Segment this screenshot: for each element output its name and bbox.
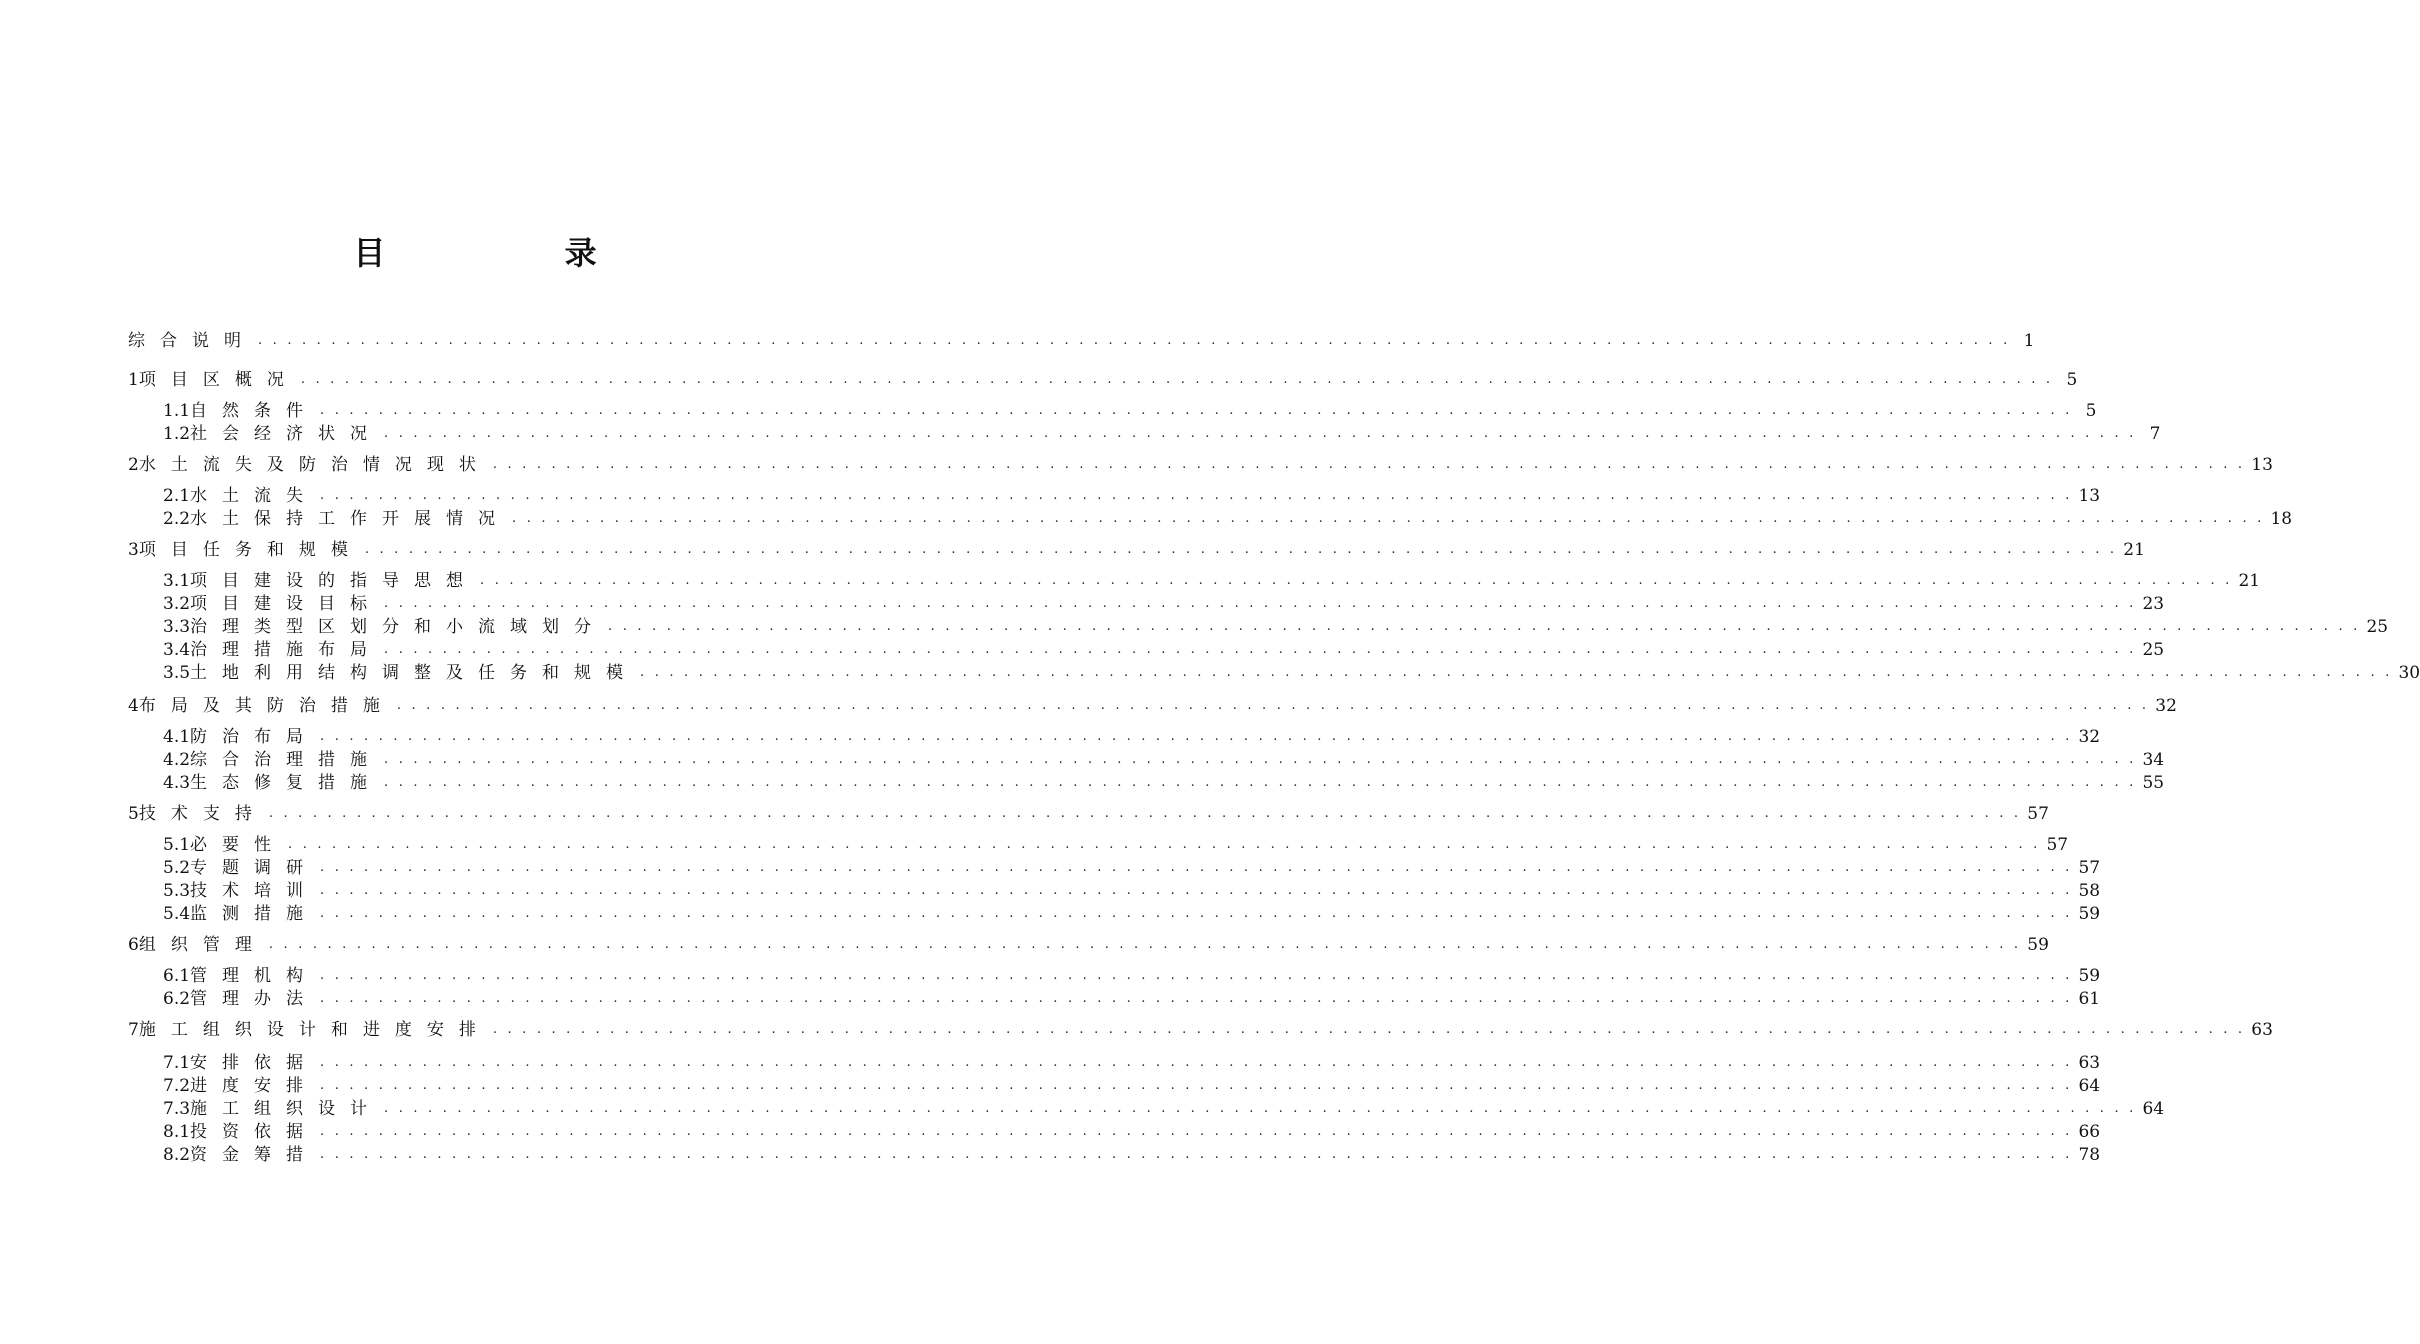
toc-entry[interactable]	[163, 1052, 2101, 1074]
toc-entry-number: 1	[128, 370, 139, 390]
dot-leader: . . . . . . . . . . . . . . . . . . . . . . . . . . . . . . . . . . . . . . . . . . . . . . . . . . . . . . . . . . . . . . . . . . . . . . . . . . . . . . . . . . . . . . . . . . . . . . . . . . . . . . . . . . . . . . . . . . . . . . . .	[512, 511, 2265, 526]
toc-entry-number: 6	[128, 935, 139, 955]
toc-entry-page: 21	[2238, 571, 2261, 591]
toc-entry-label: 管理机构	[190, 966, 319, 986]
toc-entry[interactable]	[163, 726, 2101, 748]
toc-entry-number: 2	[128, 455, 139, 475]
toc-entry-page: 57	[2027, 804, 2049, 824]
toc-entry[interactable]	[163, 988, 2101, 1010]
dot-leader: . . . . . . . . . . . . . . . . . . . . . . . . . . . . . . . . . . . . . . . . . . . . . . . . . . . . . . . . . . . . . . . . . . . . . . . . . . . . . . . . . . . . . . . . . . . . . . . . . . . . . . . . . . . . . . . . . . . . . . . .	[384, 426, 2137, 441]
toc-entry-page: 59	[2078, 904, 2101, 924]
dot-leader: . . . . . . . . . . . . . . . . . . . . . . . . . . . . . . . . . . . . . . . . . . . . . . . . . . . . . . . . . . . . . . . . . . . . . . . . . . . . . . . . . . . . . . . . . . . . . . . . . . . . . . . . . . . . . . . . . . . . . . . .	[320, 1124, 2073, 1139]
toc-entry-number: 8.2	[163, 1145, 191, 1165]
toc-entry-label: 技术培训	[190, 881, 319, 901]
toc-entry[interactable]	[163, 508, 2293, 530]
toc-entry-number: 7.1	[163, 1053, 191, 1073]
dot-leader: . . . . . . . . . . . . . . . . . . . . . . . . . . . . . . . . . . . . . . . . . . . . . . . . . . . . . . . . . . . . . . . . . . . . . . . . . . . . . . . . . . . . . . . . . . . . . . . . . . . . . . . . . . . . . . . . . . . . . . . .	[320, 1147, 2073, 1162]
toc-entry-label: 项目区概况	[138, 370, 299, 390]
toc-entry-number: 3.4	[163, 640, 191, 660]
toc-entry[interactable]	[163, 1075, 2101, 1097]
toc-entry-label: 综合治理措施	[190, 750, 383, 770]
dot-leader: . . . . . . . . . . . . . . . . . . . . . . . . . . . . . . . . . . . . . . . . . . . . . . . . . . . . . . . . . . . . . . . . . . . . . . . . . . . . . . . . . . . . . . . . . . . . . . . . . . . . . . . . . . . . . . . . . . . . . . . .	[640, 665, 2393, 680]
toc-entry[interactable]	[128, 539, 2145, 561]
toc-entry-page: 59	[2027, 935, 2049, 955]
toc-entry[interactable]	[163, 570, 2261, 592]
dot-leader: . . . . . . . . . . . . . . . . . . . . . . . . . . . . . . . . . . . . . . . . . . . . . . . . . . . . . . . . . . . . . . . . . . . . . . . . . . . . . . . . . . . . . . . . . . . . . . . . . . . . . . . . . . . . . . . . . . . . . . . .	[384, 1101, 2137, 1116]
toc-entry-number: 6.1	[163, 966, 191, 986]
toc-entry-page: 25	[2366, 617, 2389, 637]
toc-entry-number: 3.3	[163, 617, 191, 637]
toc-entry-number: 5	[128, 804, 139, 824]
dot-leader: . . . . . . . . . . . . . . . . . . . . . . . . . . . . . . . . . . . . . . . . . . . . . . . . . . . . . . . . . . . . . . . . . . . . . . . . . . . . . . . . . . . . . . . . . . . . . . . . . . . . . . . . . . . . . . . . . . . . . . . .	[608, 619, 2361, 634]
toc-entry-page: 18	[2270, 509, 2293, 529]
toc-entry-page: 13	[2251, 455, 2273, 475]
toc-entry[interactable]	[163, 772, 2165, 794]
toc-entry-label: 土地利用结构调整及任务和规模	[190, 663, 639, 683]
toc-entry-page: 63	[2251, 1020, 2273, 1040]
toc-entry-label: 治理类型区划分和小流域划分	[190, 617, 607, 637]
toc-entry-label: 施工组织设计和进度安排	[138, 1020, 491, 1040]
toc-entry-number: 7.2	[163, 1076, 191, 1096]
dot-leader: . . . . . . . . . . . . . . . . . . . . . . . . . . . . . . . . . . . . . . . . . . . . . . . . . . . . . . . . . . . . . . . . . . . . . . . . . . . . . . . . . . . . . . . . . . . . . . . . . . . . . . . . . . . . . . . . . . . . . . . .	[320, 1055, 2073, 1070]
toc-entry-label: 进度安排	[190, 1076, 319, 1096]
toc-entry-page: 57	[2046, 835, 2069, 855]
toc-entry-label: 项目建设的指导思想	[190, 571, 479, 591]
toc-entry[interactable]	[163, 485, 2101, 507]
toc-entry-page: 66	[2078, 1122, 2101, 1142]
toc-entry-number: 6.2	[163, 989, 191, 1009]
toc-entry-label: 综合说明	[128, 331, 256, 351]
toc-entry[interactable]	[163, 639, 2165, 661]
toc-entry-page: 7	[2149, 424, 2161, 444]
toc-entry[interactable]	[163, 749, 2165, 771]
toc-entry[interactable]	[163, 423, 2161, 445]
toc-entry-page: 32	[2078, 727, 2101, 747]
dot-leader: . . . . . . . . . . . . . . . . . . . . . . . . . . . . . . . . . . . . . . . . . . . . . . . . . . . . . . . . . . . . . . . . . . . . . . . . . . . . . . . . . . . . . . . . . . . . . . . . . . . . . . . . . . . . . . . . . . . . . . . .	[396, 698, 2150, 713]
toc-entry-number: 3.2	[163, 594, 191, 614]
toc-entry-label: 必要性	[190, 835, 287, 855]
toc-entry-number: 1.2	[163, 424, 191, 444]
toc-entry-page: 58	[2078, 881, 2101, 901]
toc-entry[interactable]	[163, 1121, 2101, 1143]
toc-entry-number: 7	[128, 1020, 139, 1040]
toc-entry-number: 5.1	[163, 835, 191, 855]
dot-leader: . . . . . . . . . . . . . . . . . . . . . . . . . . . . . . . . . . . . . . . . . . . . . . . . . . . . . . . . . . . . . . . . . . . . . . . . . . . . . . . . . . . . . . . . . . . . . . . . . . . . . . . . . . . . . . . . . . . . . . . .	[320, 729, 2073, 744]
toc-entry-number: 8.1	[163, 1122, 191, 1142]
toc-entry-page: 59	[2078, 966, 2101, 986]
toc-entry-number: 7.3	[163, 1099, 191, 1119]
toc-entry-number: 4.3	[163, 773, 191, 793]
toc-entry-label: 水土流失	[190, 486, 319, 506]
dot-leader: . . . . . . . . . . . . . . . . . . . . . . . . . . . . . . . . . . . . . . . . . . . . . . . . . . . . . . . . . . . . . . . . . . . . . . . . . . . . . . . . . . . . . . . . . . . . . . . . . . . . . . . . . . . . . . . . . . . . . . . .	[320, 403, 2073, 418]
toc-entry-page: 55	[2142, 773, 2165, 793]
toc-entry-label: 安排依据	[190, 1053, 319, 1073]
toc-entry[interactable]	[128, 934, 2049, 956]
toc-entry-page: 64	[2142, 1099, 2165, 1119]
toc-entry[interactable]	[128, 1019, 2273, 1041]
toc-entry-label: 项目任务和规模	[138, 540, 363, 560]
toc-entry-label: 布局及其防治措施	[138, 696, 395, 716]
toc-entry-label: 生态修复措施	[190, 773, 383, 793]
toc-entry[interactable]	[163, 662, 2420, 684]
toc-entry-page: 63	[2078, 1053, 2101, 1073]
toc-entry-label: 水土流失及防治情况现状	[138, 455, 491, 475]
dot-leader: . . . . . . . . . . . . . . . . . . . . . . . . . . . . . . . . . . . . . . . . . . . . . . . . . . . . . . . . . . . . . . . . . . . . . . . . . . . . . . . . . . . . . . . . . . . . . . . . . . . . . . . . . . . . . . . . . . . . . . . .	[480, 573, 2233, 588]
dot-leader: . . . . . . . . . . . . . . . . . . . . . . . . . . . . . . . . . . . . . . . . . . . . . . . . . . . . . . . . . . . . . . . . . . . . . . . . . . . . . . . . . . . . . . . . . . . . . . . . . . . . . . . . . . . . . . . . . . . . . . . .	[492, 1022, 2246, 1037]
toc-entry-label: 投资依据	[190, 1122, 319, 1142]
toc-entry-label: 专题调研	[190, 858, 319, 878]
dot-leader: . . . . . . . . . . . . . . . . . . . . . . . . . . . . . . . . . . . . . . . . . . . . . . . . . . . . . . . . . . . . . . . . . . . . . . . . . . . . . . . . . . . . . . . . . . . . . . . . . . . . . . . . . . . . . . . . . . . . . . . .	[364, 542, 2118, 557]
toc-entry-number: 5.2	[163, 858, 191, 878]
toc-entry-label: 管理办法	[190, 989, 319, 1009]
toc-entry[interactable]	[163, 965, 2101, 987]
toc-entry-number: 2.2	[163, 509, 191, 529]
toc-entry-number: 4.2	[163, 750, 191, 770]
toc-entry[interactable]	[163, 834, 2069, 856]
dot-leader: . . . . . . . . . . . . . . . . . . . . . . . . . . . . . . . . . . . . . . . . . . . . . . . . . . . . . . . . . . . . . . . . . . . . . . . . . . . . . . . . . . . . . . . . . . . . . . . . . . . . . . . . . . . . . . . . . . . . . . . .	[320, 906, 2073, 921]
toc-entry-number: 1.1	[163, 401, 191, 421]
toc-entry[interactable]	[128, 369, 2078, 391]
toc-entry-number: 2.1	[163, 486, 191, 506]
dot-leader: . . . . . . . . . . . . . . . . . . . . . . . . . . . . . . . . . . . . . . . . . . . . . . . . . . . . . . . . . . . . . . . . . . . . . . . . . . . . . . . . . . . . . . . . . . . . . . . . . . . . . . . . . . . . . . . . . . . . . . . .	[320, 991, 2073, 1006]
toc-entry[interactable]	[163, 903, 2101, 925]
toc-entry-page: 23	[2142, 594, 2165, 614]
toc-entry-page: 34	[2142, 750, 2165, 770]
dot-leader: . . . . . . . . . . . . . . . . . . . . . . . . . . . . . . . . . . . . . . . . . . . . . . . . . . . . . . . . . . . . . . . . . . . . . . . . . . . . . . . . . . . . . . . . . . . . . . . . . . . . . . . . . . . . . . . . . . . . . . . .	[320, 860, 2073, 875]
dot-leader: . . . . . . . . . . . . . . . . . . . . . . . . . . . . . . . . . . . . . . . . . . . . . . . . . . . . . . . . . . . . . . . . . . . . . . . . . . . . . . . . . . . . . . . . . . . . . . . . . . . . . . . . . . . . . . . . . . . . . . . .	[258, 333, 2011, 348]
toc-entry-page: 57	[2078, 858, 2101, 878]
dot-leader: . . . . . . . . . . . . . . . . . . . . . . . . . . . . . . . . . . . . . . . . . . . . . . . . . . . . . . . . . . . . . . . . . . . . . . . . . . . . . . . . . . . . . . . . . . . . . . . . . . . . . . . . . . . . . . . . . . . . . . . .	[300, 372, 2054, 387]
toc-entry[interactable]	[163, 593, 2165, 615]
toc-entry-label: 社会经济状况	[190, 424, 383, 444]
dot-leader: . . . . . . . . . . . . . . . . . . . . . . . . . . . . . . . . . . . . . . . . . . . . . . . . . . . . . . . . . . . . . . . . . . . . . . . . . . . . . . . . . . . . . . . . . . . . . . . . . . . . . . . . . . . . . . . . . . . . . . . .	[320, 1078, 2073, 1093]
toc-entry-label: 自然条件	[190, 401, 319, 421]
toc-entry-page: 13	[2078, 486, 2101, 506]
toc-entry[interactable]	[163, 616, 2389, 638]
toc-entry-page: 64	[2078, 1076, 2101, 1096]
dot-leader: . . . . . . . . . . . . . . . . . . . . . . . . . . . . . . . . . . . . . . . . . . . . . . . . . . . . . . . . . . . . . . . . . . . . . . . . . . . . . . . . . . . . . . . . . . . . . . . . . . . . . . . . . . . . . . . . . . . . . . . .	[492, 457, 2246, 472]
toc-entry-label: 施工组织设计	[190, 1099, 383, 1119]
toc-entry-number: 3	[128, 540, 139, 560]
dot-leader: . . . . . . . . . . . . . . . . . . . . . . . . . . . . . . . . . . . . . . . . . . . . . . . . . . . . . . . . . . . . . . . . . . . . . . . . . . . . . . . . . . . . . . . . . . . . . . . . . . . . . . . . . . . . . . . . . . . . . . . .	[384, 642, 2137, 657]
toc-entry[interactable]	[163, 1144, 2101, 1166]
toc-entry[interactable]	[128, 330, 2035, 352]
toc-entry-number: 3.1	[163, 571, 191, 591]
toc-entry[interactable]	[163, 400, 2097, 422]
toc-entry-number: 5.3	[163, 881, 191, 901]
toc-entry-label: 资金筹措	[190, 1145, 319, 1165]
toc-entry[interactable]	[128, 454, 2273, 476]
toc-entry-label: 水土保持工作开展情况	[190, 509, 511, 529]
toc-entry-page: 25	[2142, 640, 2165, 660]
toc-entry-page: 5	[2066, 370, 2078, 390]
toc-entry-number: 3.5	[163, 663, 191, 683]
toc-entry[interactable]	[163, 880, 2101, 902]
toc-entry-page: 21	[2123, 540, 2145, 560]
dot-leader: . . . . . . . . . . . . . . . . . . . . . . . . . . . . . . . . . . . . . . . . . . . . . . . . . . . . . . . . . . . . . . . . . . . . . . . . . . . . . . . . . . . . . . . . . . . . . . . . . . . . . . . . . . . . . . . . . . . . . . . .	[268, 937, 2022, 952]
dot-leader: . . . . . . . . . . . . . . . . . . . . . . . . . . . . . . . . . . . . . . . . . . . . . . . . . . . . . . . . . . . . . . . . . . . . . . . . . . . . . . . . . . . . . . . . . . . . . . . . . . . . . . . . . . . . . . . . . . . . . . . .	[288, 837, 2041, 852]
toc-entry-page: 30	[2398, 663, 2420, 683]
toc-entry-page: 1	[2023, 331, 2035, 351]
dot-leader: . . . . . . . . . . . . . . . . . . . . . . . . . . . . . . . . . . . . . . . . . . . . . . . . . . . . . . . . . . . . . . . . . . . . . . . . . . . . . . . . . . . . . . . . . . . . . . . . . . . . . . . . . . . . . . . . . . . . . . . .	[268, 806, 2022, 821]
toc-entry-label: 监测措施	[190, 904, 319, 924]
toc-entry[interactable]	[128, 695, 2177, 717]
toc-entry[interactable]	[163, 857, 2101, 879]
toc-entry-number: 4	[128, 696, 139, 716]
toc-entry-label: 治理措施布局	[190, 640, 383, 660]
dot-leader: . . . . . . . . . . . . . . . . . . . . . . . . . . . . . . . . . . . . . . . . . . . . . . . . . . . . . . . . . . . . . . . . . . . . . . . . . . . . . . . . . . . . . . . . . . . . . . . . . . . . . . . . . . . . . . . . . . . . . . . .	[384, 752, 2137, 767]
dot-leader: . . . . . . . . . . . . . . . . . . . . . . . . . . . . . . . . . . . . . . . . . . . . . . . . . . . . . . . . . . . . . . . . . . . . . . . . . . . . . . . . . . . . . . . . . . . . . . . . . . . . . . . . . . . . . . . . . . . . . . . .	[384, 596, 2137, 611]
dot-leader: . . . . . . . . . . . . . . . . . . . . . . . . . . . . . . . . . . . . . . . . . . . . . . . . . . . . . . . . . . . . . . . . . . . . . . . . . . . . . . . . . . . . . . . . . . . . . . . . . . . . . . . . . . . . . . . . . . . . . . . .	[384, 775, 2137, 790]
toc-entry-number: 5.4	[163, 904, 191, 924]
toc-entry-label: 项目建设目标	[190, 594, 383, 614]
toc-entry-label: 组织管理	[138, 935, 267, 955]
toc-entry[interactable]	[163, 1098, 2165, 1120]
toc-entry-number: 4.1	[163, 727, 191, 747]
toc-entry-page: 61	[2078, 989, 2101, 1009]
toc-entry-page: 32	[2155, 696, 2177, 716]
toc-entry-label: 技术支持	[138, 804, 267, 824]
toc-entry-label: 防治布局	[190, 727, 319, 747]
toc-entry-page: 78	[2078, 1145, 2101, 1165]
dot-leader: . . . . . . . . . . . . . . . . . . . . . . . . . . . . . . . . . . . . . . . . . . . . . . . . . . . . . . . . . . . . . . . . . . . . . . . . . . . . . . . . . . . . . . . . . . . . . . . . . . . . . . . . . . . . . . . . . . . . . . . .	[320, 968, 2073, 983]
page-title: 目 录	[353, 234, 681, 272]
dot-leader: . . . . . . . . . . . . . . . . . . . . . . . . . . . . . . . . . . . . . . . . . . . . . . . . . . . . . . . . . . . . . . . . . . . . . . . . . . . . . . . . . . . . . . . . . . . . . . . . . . . . . . . . . . . . . . . . . . . . . . . .	[320, 883, 2073, 898]
toc-entry[interactable]	[128, 803, 2049, 825]
dot-leader: . . . . . . . . . . . . . . . . . . . . . . . . . . . . . . . . . . . . . . . . . . . . . . . . . . . . . . . . . . . . . . . . . . . . . . . . . . . . . . . . . . . . . . . . . . . . . . . . . . . . . . . . . . . . . . . . . . . . . . . .	[320, 488, 2073, 503]
toc-entry-page: 5	[2085, 401, 2097, 421]
